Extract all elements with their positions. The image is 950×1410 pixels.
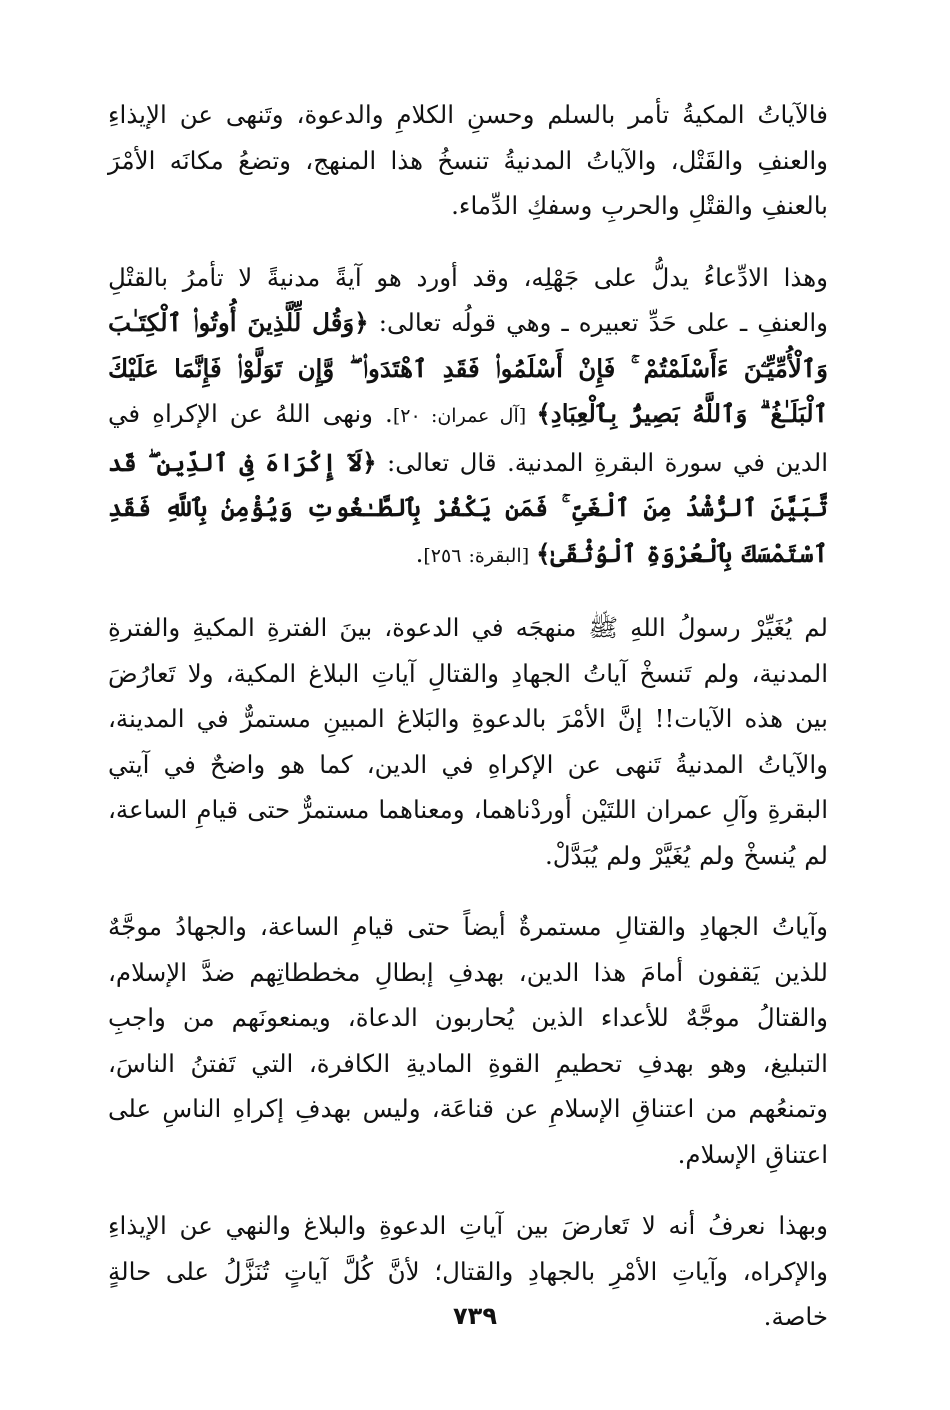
paragraph xyxy=(108,92,828,229)
verse-reference: [البقرة: ٢٥٦] xyxy=(423,544,537,567)
paragraph-text: فالآياتُ المكيةُ تأمر بالسلم وحسنِ الكلامِ والدعوة، وتَنهى عن الإيذاءِ والعنفِ والقَتْل، والآياتُ المدنيةُ تنسخُ هذا المنهج، وتضعُ مكانَه الأمْرَ بالعنفِ والقتْلِ والحربِ وسفكِ الدِّماء. xyxy=(108,100,828,220)
paragraph-text: وبهذا نعرفُ أنه لا تَعارضَ بين آياتِ الدعوةِ والبلاغ والنهي عن الإيذاءِ والإكراه، وآياتِ الأمْرِ بالجهادِ والقتال؛ لأنَّ كُلَّ آياتٍ تُنَزَّلُ على حالةٍ خاصة. xyxy=(108,1211,828,1331)
body-text xyxy=(108,92,828,1340)
paragraph-text: وآياتُ الجهادِ والقتالِ مستمرةٌ أيضاً حتى قيامِ الساعة، والجهادُ موجَّهٌ للذين يَقفون أمامَ هذا الدين، بهدفِ إبطالِ مخططاتِهم ضدَّ الإسلام، والقتالُ موجَّهٌ للأعداء الذين يُحاربون الدعاة، ويمنعونَهم من واجبِ التبليغ، وهو بهدفِ تحطيمِ القوةِ الماديةِ الكافرة، التي تَفتنُ الناسَ، وتمنعُهم من اعتناقِ الإسلامِ عن قناعَة، وليس بهدفِ إكراهِ الناسِ على اعتناقِ الإسلام. xyxy=(108,912,828,1169)
page-number: ٧٣٩ xyxy=(453,1302,497,1330)
quran-verse: ﴿وَقُل لِّلَّذِينَ أُوتُوا۟ ٱلْكِتَـٰبَ وَٱلْأُمِّيِّـۧنَ ءَأَسْلَمْتُمْ ۚ فَإِنْ أَسْلَمُوا۟ فَقَدِ ٱهْتَدَوا۟ ۖ وَّإِن تَوَلَّوْا۟ فَإِنَّمَا عَلَيْكَ ٱلْبَلَـٰغُ ۗ وَٱللَّهُ بَصِيرٌۢ بِٱلْعِبَادِ﴾ xyxy=(108,308,828,428)
paragraph-text: . xyxy=(415,538,424,568)
paragraph-text: لم يُغَيِّرْ رسولُ اللهِ ﷺ منهجَه في الدعوة، بينَ الفترةِ المكيةِ والفترةِ المدنية، ولم تَنسخْ آياتُ الجهادِ والقتالِ آياتِ البلاغ المكية، ولا تَعارُضَ بين هذه الآيات!! إنَّ الأمْرَ بالدعوةِ والبَلاغ المبينِ مستمرٌّ في المدينة، والآياتُ المدنيةُ تَنهى عن الإكراهِ في الدين، كما هو واضحٌ في آيتي البقرةِ وآلِ عمران اللتَيْن أوردْناهما، ومعناهما مستمرٌّ حتى قيامِ الساعة، لم يُنسخْ ولم يُغَيَّرْ ولم يُبَدَّلْ. xyxy=(108,613,828,870)
paragraph xyxy=(108,904,828,1177)
paragraph xyxy=(108,605,828,878)
paragraph xyxy=(108,255,828,580)
verse-reference: [آل عمران: ٢٠] xyxy=(392,405,537,427)
quran-verse: ﴿لَآ إِكْرَاهَ فِى ٱلدِّينِ ۖ قَد تَّبَيَّنَ ٱلرُّشْدُ مِنَ ٱلْغَىِّ ۚ فَمَن يَكْفُرْ بِٱلطَّـٰغُوتِ وَيُؤْمِنۢ بِٱللَّهِ فَقَدِ ٱسْتَمْسَكَ بِٱلْعُرْوَةِ ٱلْوُثْقَىٰ﴾ xyxy=(108,447,828,568)
paragraph-text: . ونهى اللهُ عن الإكراهِ في الدين في سورة البقرةِ المدنية. قال تعالى: xyxy=(108,399,829,477)
paragraph-text: وهذا الادِّعاءُ يدلُّ على جَهْلِه، وقد أورد هو آيةً مدنيةً لا تأمرُ بالقتْلِ والعنفِ ـ على حَدِّ تعبيره ـ وهي قولُه تعالى: xyxy=(108,262,828,337)
